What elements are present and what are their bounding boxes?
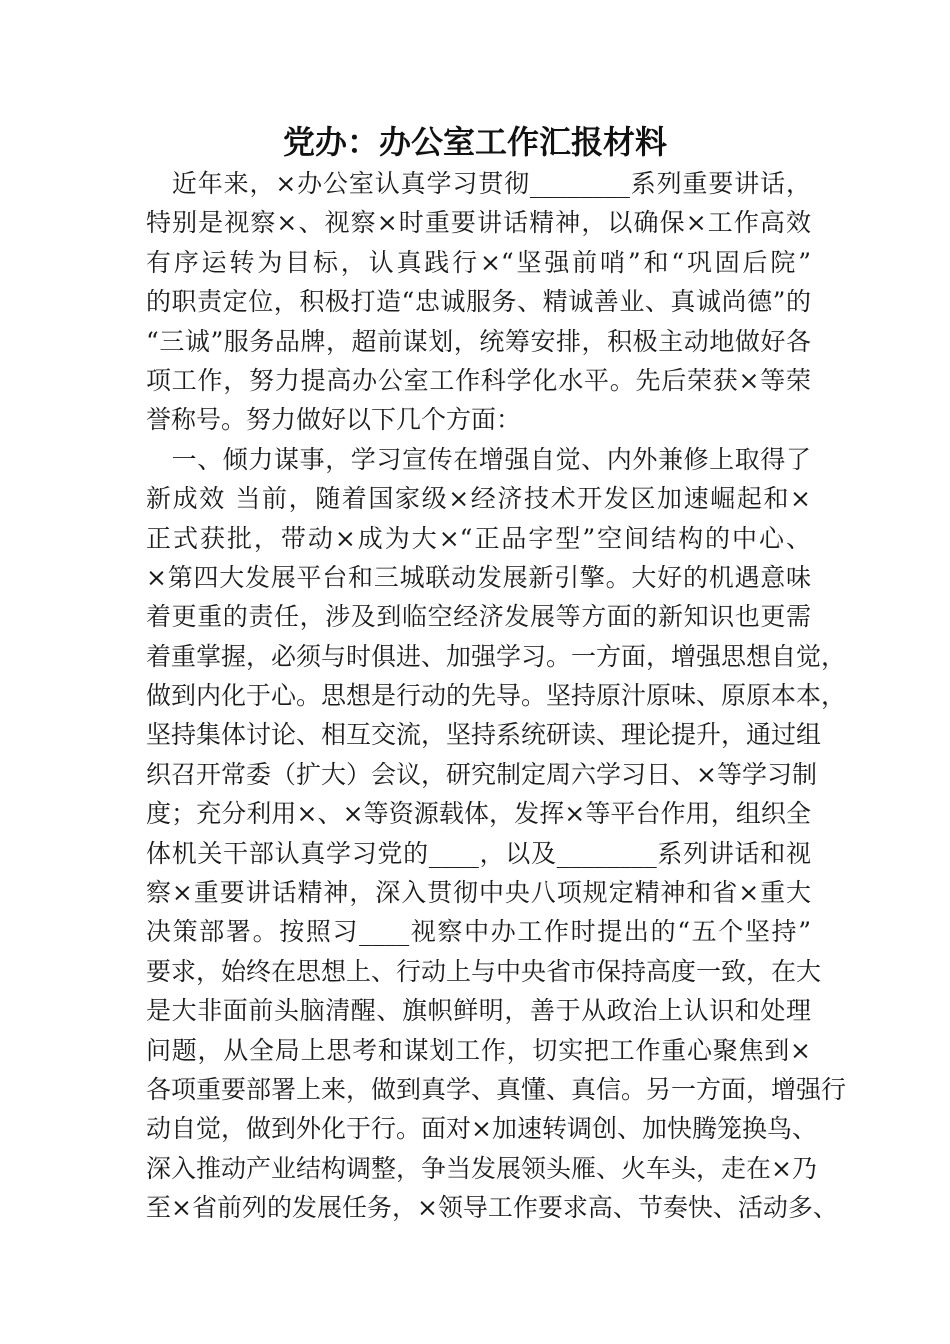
text-line: 有序运转为目标，认真践行×“坚强前哨”和“巩固后院” [146,247,811,277]
text-line: ×第四大发展平台和三城联动发展新引擎。大好的机遇意味 [146,562,811,592]
text-line: 要求，始终在思想上、行动上与中央省市保持高度一致，在大 [146,956,822,986]
text-line: 誉称号。努力做好以下几个方面： [146,405,522,435]
text-line: 一、倾力谋事，学习宣传在增强自觉、内外兼修上取得了 [146,444,811,474]
text-line: 问题，从全局上思考和谋划工作，切实把工作重心聚焦到× [146,1035,811,1065]
text-line: 度；充分利用×、×等资源载体，发挥×等平台作用，组织全 [146,799,811,829]
text-line: 决策部署。按照习____视察中办工作时提出的“五个坚持” [146,917,811,947]
text-line: 深入推动产业结构调整，争当发展领头雁、火车头，走在×乃 [146,1153,817,1183]
text-line: 是大非面前头脑清醒、旗帜鲜明，善于从政治上认识和处理 [146,996,811,1026]
text-line: 察×重要讲话精神，深入贯彻中央八项规定精神和省×重大 [146,878,811,908]
text-line: 做到内化于心。思想是行动的先导。坚持原汁原味、原原本本， [146,681,847,711]
text-line: 项工作，努力提高办公室工作科学化水平。先后荣获×等荣 [146,365,811,395]
text-line: 特别是视察×、视察×时重要讲话精神，以确保×工作高效 [146,208,811,238]
text-line: 动自觉，做到外化于行。面对×加速转调创、加快腾笼换鸟、 [146,1114,817,1144]
text-line: 着重掌握，必须与时俱进、加强学习。一方面，增强思想自觉， [146,641,847,671]
text-line: 坚持集体讨论、相互交流，坚持系统研读、理论提升，通过组 [146,720,822,750]
text-line: 正式获批，带动×成为大×“正品字型”空间结构的中心、 [146,523,811,553]
document-body [146,164,847,1228]
document-title: 党办：办公室工作汇报材料 [282,123,667,161]
text-line: 各项重要部署上来，做到真学、真懂、真信。另一方面，增强行 [146,1074,847,1104]
text-line: 的职责定位，积极打造“忠诚服务、精诚善业、真诚尚德”的 [146,287,811,317]
text-line: 织召开常委（扩大）会议，研究制定周六学习日、×等学习制 [146,759,817,789]
text-line: 近年来，×办公室认真学习贯彻________系列重要讲话， [146,169,811,198]
text-line: 至×省前列的发展任务，×领导工作要求高、节奏快、活动多、 [146,1193,838,1223]
text-line: 新成效 当前，随着国家级×经济技术开发区加速崛起和× [146,484,811,514]
text-line: 体机关干部认真学习党的____，以及________系列讲话和视 [146,838,811,868]
text-line: 着更重的责任，涉及到临空经济发展等方面的新知识也更需 [146,602,811,632]
text-line: “三诚”服务品牌，超前谋划，统筹安排，积极主动地做好各 [146,326,811,356]
